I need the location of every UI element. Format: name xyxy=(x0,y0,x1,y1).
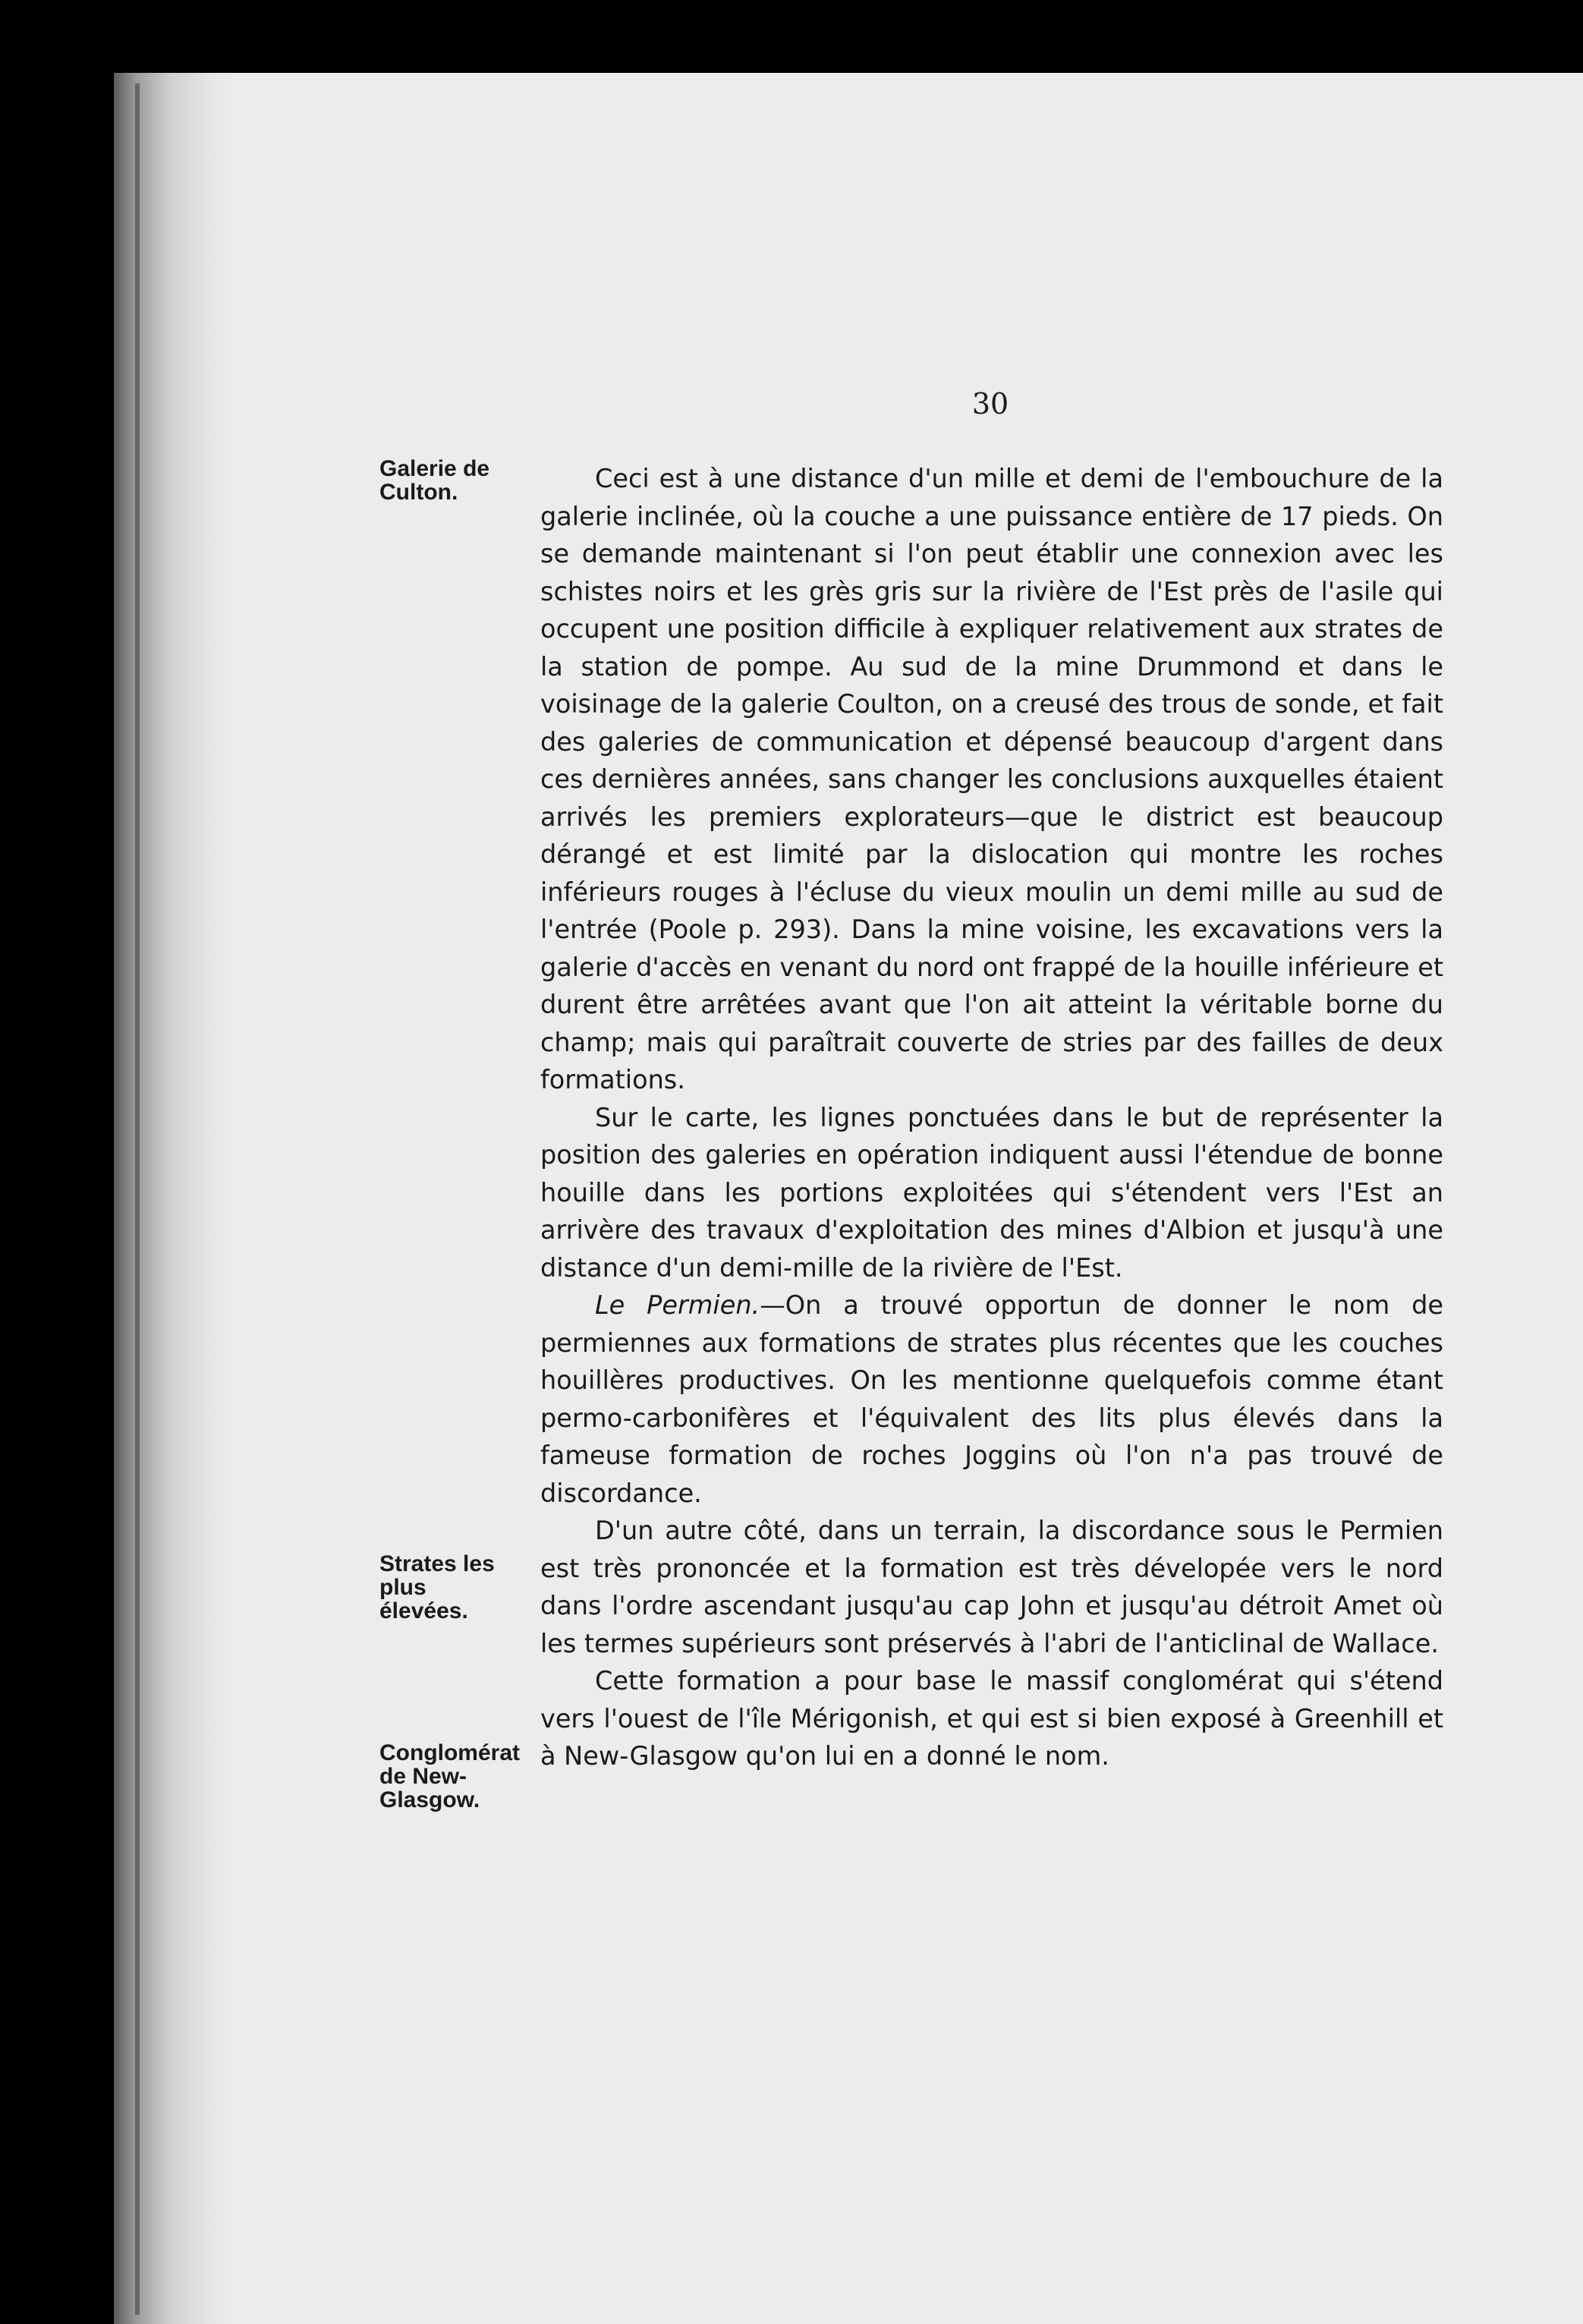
paragraph: Cette formation a pour base le massif conglomérat qui s'étend vers l'ouest de l'île Mérigonish, et qui est si bien exposé à Greenhill et à New-Glasgow qu'on lui en a donné le nom. xyxy=(540,1666,1443,1771)
page-number: 30 xyxy=(971,387,1009,420)
margin-note-strates: Strates les plus élevées. xyxy=(379,1551,495,1623)
body-text xyxy=(540,460,1443,1775)
paragraph: D'un autre côté, dans un terrain, la discordance sous le Permien est très prononcée et la formation est très dévelopée vers le nord dans l'ordre ascendant jusqu'au cap John et jusqu'au détroit Amet où les termes supérieurs sont préservés à l'abri de l'anticlinal de Wallace. xyxy=(540,1516,1443,1658)
paragraph-text: —On a trouvé opportun de donner le nom de permiennes aux formations de strates plus récentes que les couches houillères productives. On les mentionne quelquefois comme étant permo-carbonifères et l'équivalent des lits plus élevés dans la fameuse formation de roches Joggins où l'on n'a pas trouvé de discordance. xyxy=(540,1290,1443,1508)
paragraph: Sur le carte, les lignes ponctuées dans le but de représenter la position des galeries en opération indiquent aussi l'étendue de bonne houille dans les portions exploitées qui s'étendent vers l'Est an arrivère des travaux d'exploitation des mines d'Albion et jusqu'à une distance d'un demi-mille de la rivière de l'Est. xyxy=(540,1102,1443,1283)
paragraph xyxy=(540,1286,1443,1512)
margin-note-conglomerat: Conglomérat de New-Glasgow. xyxy=(379,1740,521,1812)
book-spine-shadow xyxy=(114,73,235,2324)
margin-note-galerie: Galerie de Culton. xyxy=(379,456,490,505)
paragraph: Ceci est à une distance d'un mille et demi de l'embouchure de la galerie inclinée, où la couche a une puissance entière de 17 pieds. On se demande maintenant si l'on peut établir une connexion avec les schistes noirs et les grès gris sur la rivière de l'Est près de l'asile qui occupent une position difficile à expliquer relativement aux strates de la station de pompe. Au sud de la mine Drummond et dans le voisinage de la galerie Coulton, on a creusé des trous de sonde, et fait des galeries de communication et dépensé beaucoup d'argent dans ces dernières années, sans changer les conclusions auxquelles étaient arrivés les premiers explorateurs—que le district est beaucoup dérangé et est limité par la dislocation qui montre les roches inférieurs rouges à l'écluse du vieux moulin un demi mille au sud de l'entrée (Poole p. 293). Dans la mine voisine, les excavations vers la galerie d'accès en venant du nord ont frappé de la houille inférieure et durent être arrêtées avant que l'on ait atteint la véritable borne du champ; mais qui paraîtrait couverte de stries par des failles de deux formations. xyxy=(540,464,1443,1094)
book-gutter-edge xyxy=(135,83,140,2315)
section-heading: Le Permien. xyxy=(595,1290,760,1320)
